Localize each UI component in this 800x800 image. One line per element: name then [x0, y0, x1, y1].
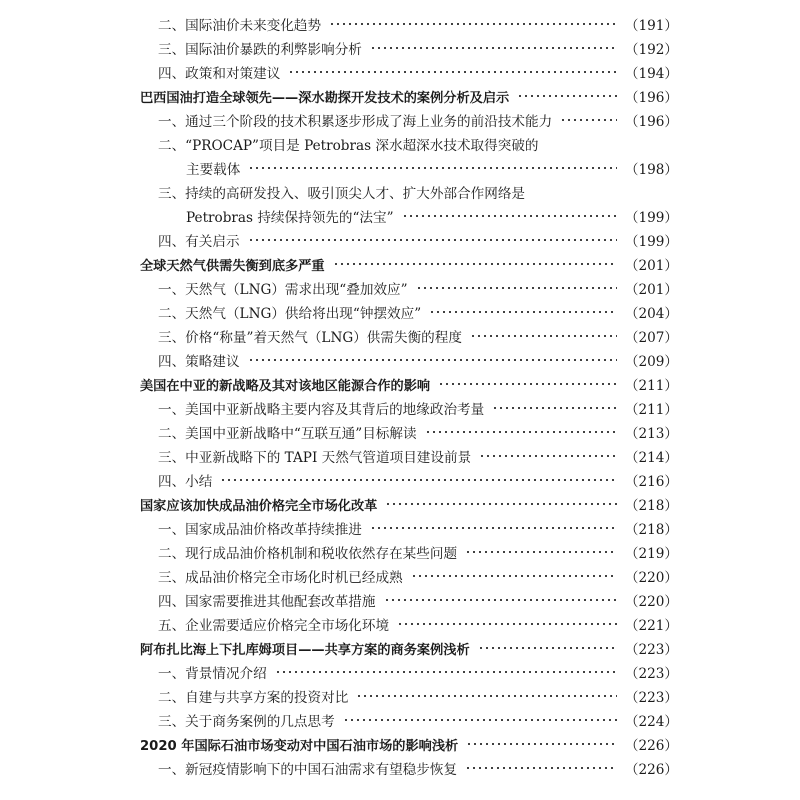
toc-entry — [140, 108, 678, 132]
toc-entry-line — [140, 348, 678, 372]
toc-entry — [140, 612, 678, 636]
toc-entry — [140, 684, 678, 708]
toc-entry — [140, 756, 678, 780]
toc-entry — [140, 180, 678, 228]
dot-leader — [438, 383, 617, 385]
toc-entry-line — [140, 372, 678, 396]
toc-entry-title: 三、中亚新战略下的 TAPI 天然气管道项目建设前景 — [158, 450, 472, 466]
dot-leader — [288, 71, 617, 73]
toc-entry-continuation-line — [140, 156, 678, 180]
toc-entry-title: 一、新冠疫情影响下的中国石油需求有望稳步恢复 — [158, 762, 458, 778]
toc-page-number: （218） — [624, 522, 678, 538]
toc-page-number: （213） — [624, 426, 678, 442]
dot-leader — [466, 743, 617, 745]
toc-entry-line — [140, 36, 678, 60]
toc-section-heading — [140, 492, 678, 516]
toc-entry-title: 二、自建与共享方案的投资对比 — [158, 690, 349, 706]
toc-entry-title: 四、小结 — [158, 474, 213, 490]
toc-entry-line — [140, 252, 678, 276]
toc-entry-title: 二、国际油价未来变化趋势 — [158, 18, 322, 34]
toc-entry-line — [140, 444, 678, 468]
toc-entry — [140, 588, 678, 612]
toc-entry-title: 二、现行成品油价格机制和税收依然存在某些问题 — [158, 546, 458, 562]
toc-entry-line — [140, 108, 678, 132]
dot-leader — [343, 719, 617, 721]
toc-entry-title: 阿布扎比海上下扎库姆项目——共享方案的商务案例浅析 — [140, 642, 470, 658]
toc-entry-line — [140, 588, 678, 612]
toc-entry-line — [140, 732, 678, 756]
toc-entry-title: 三、关于商务案例的几点思考 — [158, 714, 335, 730]
dot-leader — [560, 119, 617, 121]
toc-entry-line — [140, 612, 678, 636]
toc-page-number: （196） — [624, 114, 678, 130]
dot-leader — [248, 239, 617, 241]
toc-entry — [140, 564, 678, 588]
dot-leader — [329, 23, 617, 25]
toc-entry-title: 四、有关启示 — [158, 234, 240, 250]
toc-entry-title: 美国在中亚的新战略及其对该地区能源合作的影响 — [140, 378, 431, 394]
dot-leader — [470, 335, 617, 337]
toc-entry-title: 一、背景情况介绍 — [158, 666, 267, 682]
dot-leader — [370, 47, 617, 49]
toc-entry-title: 一、美国中亚新战略主要内容及其背后的地缘政治考量 — [158, 402, 485, 418]
dot-leader — [517, 95, 617, 97]
toc-page-number: （223） — [624, 642, 678, 658]
toc-page-number: （204） — [624, 306, 678, 322]
toc-entry-line — [140, 756, 678, 780]
toc-entry-line — [140, 300, 678, 324]
dot-leader — [248, 167, 616, 169]
toc-section-heading — [140, 732, 678, 756]
toc-page-number: （194） — [624, 66, 678, 82]
toc-entry-title: 国家应该加快成品油价格完全市场化改革 — [140, 498, 378, 514]
toc-entry-line — [140, 540, 678, 564]
toc-page-number: （218） — [624, 498, 678, 514]
toc-entry-title: 二、美国中亚新战略中“互联互通”目标解读 — [158, 426, 417, 442]
toc-entry-line — [140, 132, 678, 156]
toc-entry-line — [140, 636, 678, 660]
toc-page-number: （207） — [624, 330, 678, 346]
toc-entry-line — [140, 324, 678, 348]
toc-section-heading — [140, 372, 678, 396]
toc-entry-title: 2020 年国际石油市场变动对中国石油市场的影响浅析 — [140, 738, 459, 754]
toc-entry-title: 一、国家成品油价格改革持续推进 — [158, 522, 362, 538]
toc-entry-line — [140, 276, 678, 300]
toc-entry-title: 一、天然气（LNG）需求出现“叠加效应” — [158, 282, 408, 298]
toc-entry-title: 三、价格“称量”着天然气（LNG）供需失衡的程度 — [158, 330, 462, 346]
toc-entry — [140, 12, 678, 36]
toc-entry — [140, 540, 678, 564]
toc-page-number: （199） — [624, 210, 678, 226]
toc-page-number: （219） — [624, 546, 678, 562]
toc-entry — [140, 348, 678, 372]
toc-entry-title: 四、策略建议 — [158, 354, 240, 370]
dot-leader — [478, 647, 617, 649]
dot-leader — [465, 551, 617, 553]
toc-entry — [140, 708, 678, 732]
dot-leader — [479, 455, 617, 457]
toc-section-heading — [140, 84, 678, 108]
toc-page-number: （223） — [624, 690, 678, 706]
dot-leader — [220, 479, 616, 481]
toc-entry-line — [140, 708, 678, 732]
toc-entry-title: 全球天然气供需失衡到底多严重 — [140, 258, 325, 274]
toc-entry-line — [140, 60, 678, 84]
dot-leader — [429, 311, 617, 313]
toc-entry-line — [140, 420, 678, 444]
toc-entry — [140, 60, 678, 84]
dot-leader — [492, 407, 617, 409]
toc-page-number: （198） — [624, 162, 678, 178]
toc-entry — [140, 324, 678, 348]
dot-leader — [465, 767, 617, 769]
toc-entry — [140, 36, 678, 60]
toc-page-number: （226） — [624, 762, 678, 778]
toc-entry-title: 三、成品油价格完全市场化时机已经成熟 — [158, 570, 403, 586]
toc-section-heading — [140, 636, 678, 660]
toc-page-number: （209） — [624, 354, 678, 370]
dot-leader — [384, 599, 617, 601]
toc-page-number: （226） — [624, 738, 678, 754]
toc-entry — [140, 420, 678, 444]
toc-entry-line — [140, 564, 678, 588]
toc-entry-line — [140, 468, 678, 492]
toc-entry — [140, 276, 678, 300]
toc-entry-title: 四、国家需要推进其他配套改革措施 — [158, 594, 376, 610]
dot-leader — [356, 695, 617, 697]
toc-entry — [140, 300, 678, 324]
toc-entry — [140, 396, 678, 420]
toc-page-number: （191） — [624, 18, 678, 34]
dot-leader — [416, 287, 617, 289]
toc-entry — [140, 132, 678, 180]
toc-entry — [140, 468, 678, 492]
toc-entry-line — [140, 684, 678, 708]
toc-entry-title: 三、国际油价暴跌的利弊影响分析 — [158, 42, 362, 58]
toc-page-number: （216） — [624, 474, 678, 490]
dot-leader — [397, 623, 617, 625]
toc-entry — [140, 228, 678, 252]
toc-entry-continuation-line — [140, 204, 678, 228]
toc-entry — [140, 660, 678, 684]
toc-entry-title: 五、企业需要适应价格完全市场化环境 — [158, 618, 390, 634]
toc-page-number: （220） — [624, 570, 678, 586]
dot-leader — [402, 215, 617, 217]
toc-page-number: （223） — [624, 666, 678, 682]
dot-leader — [385, 503, 616, 505]
toc-entry-title-continued: 主要载体 — [186, 162, 241, 178]
toc-entry-line — [140, 12, 678, 36]
toc-entry-title: 一、通过三个阶段的技术积累逐步形成了海上业务的前沿技术能力 — [158, 114, 553, 130]
toc-entry-line — [140, 492, 678, 516]
toc-page-number: （199） — [624, 234, 678, 250]
toc-entry-title: 四、政策和对策建议 — [158, 66, 281, 82]
toc-page-number: （220） — [624, 594, 678, 610]
dot-leader — [425, 431, 617, 433]
toc-page-number: （224） — [624, 714, 678, 730]
toc-entry-title: 二、“PROCAP”项目是 Petrobras 深水超深水技术取得突破的 — [158, 138, 539, 154]
toc-entry — [140, 444, 678, 468]
toc-entry-line — [140, 84, 678, 108]
dot-leader — [333, 263, 617, 265]
dot-leader — [248, 359, 617, 361]
toc-entry-title-continued: Petrobras 持续保持领先的“法宝” — [186, 210, 394, 226]
dot-leader — [411, 575, 617, 577]
toc-page-number: （211） — [624, 402, 678, 418]
toc-entry-line — [140, 660, 678, 684]
toc-page-number: （211） — [624, 378, 678, 394]
toc-entry-title: 巴西国油打造全球领先——深水勘探开发技术的案例分析及启示 — [140, 90, 510, 106]
toc-page-number: （214） — [624, 450, 678, 466]
toc-entry — [140, 516, 678, 540]
toc-page-number: （201） — [624, 258, 678, 274]
toc-entry-line — [140, 228, 678, 252]
toc-entry-title: 三、持续的高研发投入、吸引顶尖人才、扩大外部合作网络是 — [158, 186, 526, 202]
toc-entry-line — [140, 516, 678, 540]
toc-page-number: （201） — [624, 282, 678, 298]
toc-entry-title: 二、天然气（LNG）供给将出现“钟摆效应” — [158, 306, 422, 322]
toc-page-number: （192） — [624, 42, 678, 58]
toc-entry-line — [140, 180, 678, 204]
toc-page-number: （196） — [624, 90, 678, 106]
dot-leader — [370, 527, 617, 529]
toc-page-number: （221） — [624, 618, 678, 634]
toc-section-heading — [140, 252, 678, 276]
dot-leader — [275, 671, 617, 673]
toc-entry-line — [140, 396, 678, 420]
